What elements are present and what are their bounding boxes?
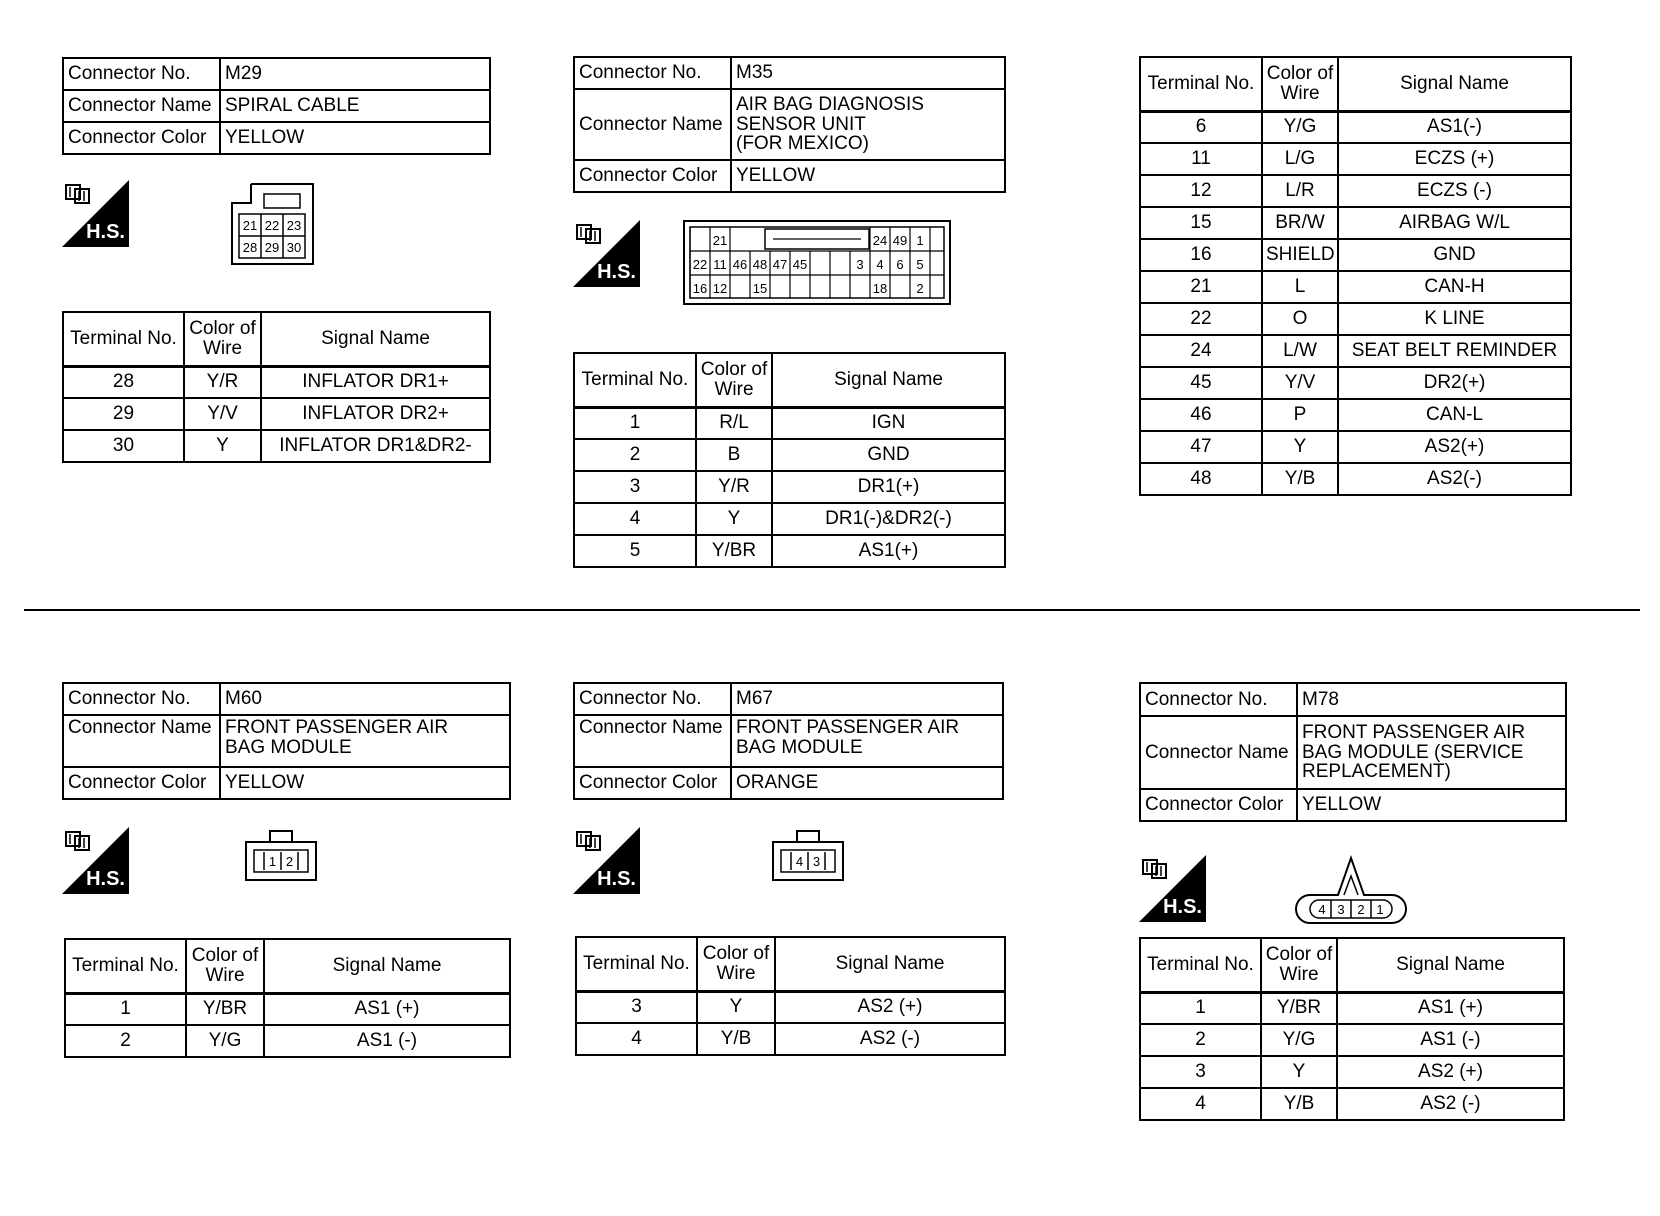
pin-label: 1: [916, 233, 924, 248]
signal-name-header: Signal Name: [261, 312, 490, 366]
signal-name: AS1(+): [772, 535, 1005, 567]
signal-name: SEAT BELT REMINDER: [1338, 335, 1571, 367]
color-of-wire-header: Color of Wire: [184, 312, 261, 366]
terminal-table-m78: [1139, 937, 1565, 1121]
table-row: [1140, 143, 1571, 175]
table-row: [1140, 431, 1571, 463]
signal-name: INFLATOR DR1&DR2-: [261, 430, 490, 462]
signal-name: AS1 (+): [264, 993, 510, 1025]
color-of-wire-header: Color of Wire: [1261, 938, 1337, 992]
terminal-no: 4: [574, 503, 696, 535]
pin-label: 11: [713, 257, 727, 272]
connector-name-value: FRONT PASSENGER AIR BAG MODULE: [731, 715, 1003, 767]
table-row: [576, 991, 1005, 1023]
wire-color: R/L: [696, 407, 772, 439]
harness-side-icon: [62, 827, 129, 894]
harness-side-icon: [62, 180, 129, 247]
signal-name: GND: [1338, 239, 1571, 271]
hs-label: H.S.: [1163, 896, 1202, 918]
connector-no-label: Connector No.: [1140, 683, 1297, 716]
table-row: [1140, 367, 1571, 399]
terminal-table-m35: [573, 352, 1006, 568]
signal-name: CAN-H: [1338, 271, 1571, 303]
signal-name: K LINE: [1338, 303, 1571, 335]
pin-label: 16: [692, 281, 708, 296]
harness-side-icon: [573, 220, 640, 287]
table-row: [576, 1023, 1005, 1055]
signal-name-header: Signal Name: [775, 937, 1005, 991]
wire-color: Y/V: [1262, 367, 1338, 399]
signal-name: DR1(-)&DR2(-): [772, 503, 1005, 535]
pin-label: 49: [892, 233, 908, 248]
terminal-no-header: Terminal No.: [576, 937, 697, 991]
connector-color-value: YELLOW: [220, 767, 510, 799]
table-row: [574, 503, 1005, 535]
terminal-table-m35-continued: [1139, 56, 1572, 496]
connector-no-value: M29: [220, 58, 490, 90]
connector-name-label: Connector Name: [63, 90, 220, 122]
table-row: [574, 471, 1005, 503]
wire-color: Y: [696, 503, 772, 535]
color-of-wire-header: Color of Wire: [1262, 57, 1338, 111]
table-row: [1140, 335, 1571, 367]
terminal-table-m67: [575, 936, 1006, 1056]
wire-color: Y/BR: [186, 993, 264, 1025]
pin-label: 3: [1337, 902, 1345, 917]
terminal-no: 6: [1140, 111, 1262, 143]
table-row: [63, 398, 490, 430]
pin-label: 45: [792, 257, 808, 272]
terminal-no: 1: [574, 407, 696, 439]
table-row: [1140, 239, 1571, 271]
signal-name: IGN: [772, 407, 1005, 439]
terminal-no: 2: [65, 1025, 186, 1057]
connector-name-value: SPIRAL CABLE: [220, 90, 490, 122]
pin-label: 4: [795, 854, 804, 869]
wire-color: Y/G: [1262, 111, 1338, 143]
table-row: [1140, 175, 1571, 207]
table-row: [1140, 1056, 1564, 1088]
table-row: [1140, 207, 1571, 239]
signal-name: AS2(-): [1338, 463, 1571, 495]
connector-m60-info-table: [62, 682, 511, 800]
pin-label: 3: [812, 854, 821, 869]
wire-color: B: [696, 439, 772, 471]
color-of-wire-header: Color of Wire: [697, 937, 775, 991]
signal-name: DR2(+): [1338, 367, 1571, 399]
wire-color: L/R: [1262, 175, 1338, 207]
wire-color: Y/B: [1261, 1088, 1337, 1120]
table-row: [1140, 303, 1571, 335]
table-row: [1140, 271, 1571, 303]
terminal-no-header: Terminal No.: [1140, 938, 1261, 992]
pin-label: 6: [896, 257, 904, 272]
pin-label: 48: [752, 257, 768, 272]
signal-name: AIRBAG W/L: [1338, 207, 1571, 239]
connector-m78-info-table: [1139, 682, 1567, 822]
wire-color: L: [1262, 271, 1338, 303]
signal-name-header: Signal Name: [1338, 57, 1571, 111]
table-row: [574, 535, 1005, 567]
pin-label: 1: [268, 854, 277, 869]
table-row: [574, 407, 1005, 439]
terminal-no: 2: [1140, 1024, 1261, 1056]
connector-name-label: Connector Name: [1140, 716, 1297, 789]
wire-color: Y/G: [1261, 1024, 1337, 1056]
wire-color: Y/B: [1262, 463, 1338, 495]
terminal-no: 1: [1140, 992, 1261, 1024]
connector-no-label: Connector No.: [63, 58, 220, 90]
terminal-no-header: Terminal No.: [1140, 57, 1262, 111]
connector-face-m60: [244, 828, 320, 884]
connector-color-label: Connector Color: [574, 160, 731, 192]
wire-color: Y/B: [697, 1023, 775, 1055]
pin-label: 2: [1357, 902, 1365, 917]
pin-label: 28: [242, 240, 258, 255]
wire-color: Y/BR: [696, 535, 772, 567]
wire-color: Y: [697, 991, 775, 1023]
wire-color: SHIELD: [1262, 239, 1338, 271]
signal-name: INFLATOR DR1+: [261, 366, 490, 398]
connector-color-label: Connector Color: [574, 767, 731, 799]
connector-no-label: Connector No.: [574, 683, 731, 715]
connector-m29-info-table: [62, 57, 491, 155]
signal-name-header: Signal Name: [264, 939, 510, 993]
pin-label: 30: [286, 240, 302, 255]
wire-color: Y: [184, 430, 261, 462]
terminal-no: 3: [1140, 1056, 1261, 1088]
connector-color-value: ORANGE: [731, 767, 1003, 799]
signal-name: DR1(+): [772, 471, 1005, 503]
section-divider: [24, 609, 1640, 611]
table-row: [1140, 992, 1564, 1024]
signal-name-header: Signal Name: [1337, 938, 1564, 992]
terminal-no: 2: [574, 439, 696, 471]
wire-color: L/W: [1262, 335, 1338, 367]
terminal-no: 15: [1140, 207, 1262, 239]
table-row: [1140, 111, 1571, 143]
pin-label: 47: [772, 257, 788, 272]
terminal-table-m29: [62, 311, 491, 463]
signal-name: AS1(-): [1338, 111, 1571, 143]
pin-label: 46: [732, 257, 748, 272]
terminal-no: 48: [1140, 463, 1262, 495]
pin-label: 29: [264, 240, 280, 255]
color-of-wire-header: Color of Wire: [186, 939, 264, 993]
connector-name-value: FRONT PASSENGER AIR BAG MODULE (SERVICE REPLACEMENT): [1297, 716, 1566, 789]
color-of-wire-header: Color of Wire: [696, 353, 772, 407]
wire-color: Y/BR: [1261, 992, 1337, 1024]
pin-label: 21: [242, 218, 258, 233]
terminal-no: 46: [1140, 399, 1262, 431]
connector-face-m29: [229, 181, 317, 267]
table-row: [1140, 1088, 1564, 1120]
hs-label: H.S.: [597, 868, 636, 890]
connector-face-m78: [1290, 855, 1412, 925]
table-row: [1140, 399, 1571, 431]
wire-color: O: [1262, 303, 1338, 335]
wire-color: Y: [1262, 431, 1338, 463]
terminal-no-header: Terminal No.: [65, 939, 186, 993]
table-row: [63, 366, 490, 398]
connector-name-label: Connector Name: [63, 715, 220, 767]
table-row: [65, 993, 510, 1025]
pin-label: 12: [712, 281, 728, 296]
pin-label: 1: [1376, 902, 1384, 917]
hs-label: H.S.: [597, 261, 636, 283]
wire-color: Y/G: [186, 1025, 264, 1057]
pin-label: 4: [1318, 902, 1326, 917]
connector-face-m67: [771, 828, 847, 884]
table-row: [65, 1025, 510, 1057]
pin-label: 15: [752, 281, 768, 296]
pin-label: 22: [692, 257, 708, 272]
table-row: [63, 430, 490, 462]
terminal-no-header: Terminal No.: [574, 353, 696, 407]
connector-color-label: Connector Color: [63, 767, 220, 799]
terminal-no: 24: [1140, 335, 1262, 367]
signal-name: INFLATOR DR2+: [261, 398, 490, 430]
signal-name: GND: [772, 439, 1005, 471]
pin-label: 3: [856, 257, 864, 272]
terminal-no: 12: [1140, 175, 1262, 207]
signal-name: AS1 (-): [1337, 1024, 1564, 1056]
wire-color: L/G: [1262, 143, 1338, 175]
pin-label: 5: [916, 257, 924, 272]
connector-color-label: Connector Color: [1140, 789, 1297, 821]
signal-name: AS2 (+): [775, 991, 1005, 1023]
table-row: [1140, 1024, 1564, 1056]
signal-name: AS2 (-): [1337, 1088, 1564, 1120]
connector-name-label: Connector Name: [574, 89, 731, 160]
connector-no-value: M35: [731, 57, 1005, 89]
terminal-no: 45: [1140, 367, 1262, 399]
connector-no-label: Connector No.: [63, 683, 220, 715]
connector-color-value: YELLOW: [731, 160, 1005, 192]
pin-label: 23: [286, 218, 302, 233]
pin-label: 4: [876, 257, 884, 272]
connector-name-label: Connector Name: [574, 715, 731, 767]
terminal-no: 4: [1140, 1088, 1261, 1120]
connector-no-value: M78: [1297, 683, 1566, 716]
connector-no-value: M67: [731, 683, 1003, 715]
wire-color: Y/R: [696, 471, 772, 503]
signal-name: AS2(+): [1338, 431, 1571, 463]
terminal-no: 11: [1140, 143, 1262, 175]
wire-color: Y: [1261, 1056, 1337, 1088]
signal-name: AS2 (+): [1337, 1056, 1564, 1088]
connector-m35-info-table: [573, 56, 1006, 193]
wire-color: P: [1262, 399, 1338, 431]
terminal-no: 3: [574, 471, 696, 503]
hs-label: H.S.: [86, 221, 125, 243]
terminal-no-header: Terminal No.: [63, 312, 184, 366]
connector-name-value: FRONT PASSENGER AIR BAG MODULE: [220, 715, 510, 767]
wire-color: Y/R: [184, 366, 261, 398]
connector-name-value: AIR BAG DIAGNOSIS SENSOR UNIT (FOR MEXICO): [731, 89, 1005, 160]
connector-face-m35: [683, 220, 953, 307]
terminal-no: 47: [1140, 431, 1262, 463]
pin-label: 2: [285, 854, 294, 869]
harness-side-icon: [573, 827, 640, 894]
connector-no-value: M60: [220, 683, 510, 715]
harness-side-icon: [1139, 855, 1206, 922]
signal-name: ECZS (-): [1338, 175, 1571, 207]
connector-color-label: Connector Color: [63, 122, 220, 154]
terminal-table-m60: [64, 938, 511, 1058]
terminal-no: 16: [1140, 239, 1262, 271]
table-row: [574, 439, 1005, 471]
pin-label: 18: [872, 281, 888, 296]
pin-label: 2: [916, 281, 924, 296]
pin-label: 24: [872, 233, 888, 248]
terminal-no: 30: [63, 430, 184, 462]
table-row: [1140, 463, 1571, 495]
terminal-no: 21: [1140, 271, 1262, 303]
signal-name: AS1 (+): [1337, 992, 1564, 1024]
terminal-no: 5: [574, 535, 696, 567]
terminal-no: 4: [576, 1023, 697, 1055]
wire-color: BR/W: [1262, 207, 1338, 239]
signal-name: CAN-L: [1338, 399, 1571, 431]
signal-name-header: Signal Name: [772, 353, 1005, 407]
connector-no-label: Connector No.: [574, 57, 731, 89]
connector-color-value: YELLOW: [220, 122, 490, 154]
pin-label: 21: [712, 233, 728, 248]
signal-name: AS2 (-): [775, 1023, 1005, 1055]
pin-label: 22: [264, 218, 280, 233]
terminal-no: 1: [65, 993, 186, 1025]
hs-label: H.S.: [86, 868, 125, 890]
signal-name: AS1 (-): [264, 1025, 510, 1057]
terminal-no: 3: [576, 991, 697, 1023]
connector-color-value: YELLOW: [1297, 789, 1566, 821]
terminal-no: 29: [63, 398, 184, 430]
terminal-no: 28: [63, 366, 184, 398]
signal-name: ECZS (+): [1338, 143, 1571, 175]
connector-m67-info-table: [573, 682, 1004, 800]
terminal-no: 22: [1140, 303, 1262, 335]
wire-color: Y/V: [184, 398, 261, 430]
